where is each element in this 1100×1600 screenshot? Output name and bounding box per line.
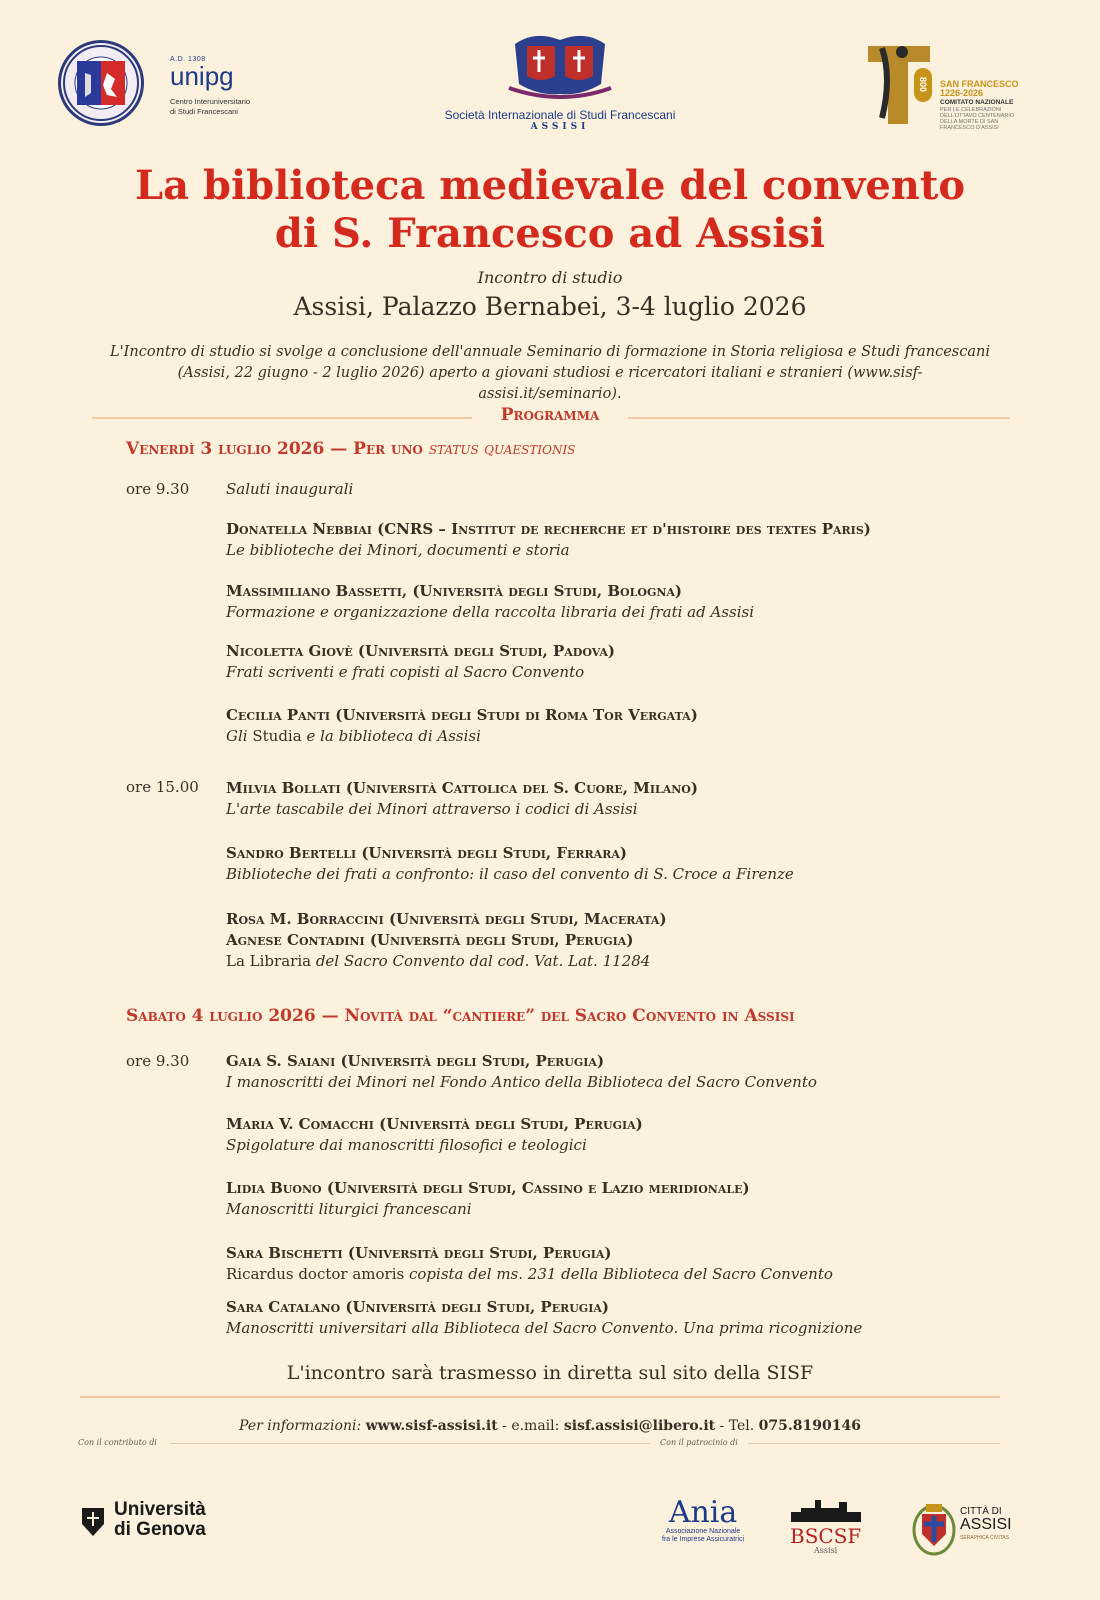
genova-line1: Università [114, 1499, 206, 1520]
talk-speaker: Maria V. Comacchi (Università degli Studi, Perugia) [226, 1115, 643, 1133]
talk-bertelli [226, 843, 1046, 885]
talk-bollati [226, 778, 1046, 820]
unipg-sub1: Centro Interuniversitario [170, 97, 251, 106]
citta-line1: CITTÀ DI [960, 1506, 1002, 1517]
talk-speaker: Milvia Bollati (Università Cattolica del S. Cuore, Milano) [226, 779, 698, 797]
day1-heading [126, 439, 575, 459]
intro-line1: L'Incontro di studio si svolge a conclusione dell'annuale Seminario di formazione in Storia religiosa e Studi francescani [110, 344, 990, 360]
talk-speaker: Rosa M. Borraccini (Università degli Studi, Macerata) [226, 910, 667, 928]
talk-title-part: Ricardus doctor amoris [226, 1265, 405, 1283]
bscsf-sub: Assisi [814, 1546, 838, 1555]
talk-giove [226, 641, 1046, 683]
talk-catalano [226, 1297, 1046, 1339]
day1-heading-text: Venerdì 3 luglio 2026 — Per uno [126, 439, 429, 459]
talk-title: L'arte tascabile dei Minori attraverso i codici di Assisi [226, 800, 638, 818]
day2-time-morning: ore 9.30 [126, 1052, 190, 1070]
talk-title: Manoscritti universitari alla Biblioteca del Sacro Convento. Una prima ricognizione [226, 1319, 863, 1337]
talk-bischetti [226, 1243, 1046, 1285]
assisi-coat-of-arms-icon [912, 1500, 956, 1556]
contrib-label: Con il contributo di [78, 1438, 157, 1447]
talk-buono [226, 1178, 1046, 1220]
contact-info [0, 1418, 1100, 1434]
unipg-logo [170, 56, 250, 117]
talk-title [226, 1264, 1046, 1285]
talk-title-part: e la biblioteca di Assisi [301, 727, 481, 745]
info-phone: 075.8190146 [758, 1418, 861, 1434]
talk-title-part: Studia [252, 727, 302, 745]
event-title-line1: La biblioteca medievale del convento [135, 162, 965, 209]
event-subtitle: Incontro di studio [477, 268, 623, 287]
unipg-year: A.D. 1308 [170, 56, 206, 63]
citta-line2: ASSISI [960, 1516, 1012, 1533]
sisf-name: Società Internazionale di Studi Francescani [444, 108, 676, 122]
talk-borraccini-contadini [226, 909, 1046, 972]
day1-time-morning: ore 9.30 [126, 480, 190, 498]
intro-line2: (Assisi, 22 giugno - 2 luglio 2026) aperto a giovani studiosi e ricercatori italiani e stranieri (www.sisf-assisi.it/seminario). [177, 365, 923, 402]
talk-title: I manoscritti dei Minori nel Fondo Antico della Biblioteca del Sacro Convento [226, 1073, 817, 1091]
sisf-crest-icon [505, 30, 615, 100]
talk-title: Biblioteche dei frati a confronto: il caso del convento di S. Croce a Firenze [226, 865, 794, 883]
san-francesco-800-logo [862, 38, 1034, 131]
streaming-note: L'incontro sarà trasmesso in diretta sul sito della SISF [286, 1362, 814, 1384]
genova-shield-icon [80, 1506, 106, 1536]
citta-assisi-logo [912, 1500, 1012, 1560]
talk-speaker: Lidia Buono (Università degli Studi, Cassino e Lazio meridionale) [226, 1179, 750, 1197]
sf800-line1: SAN FRANCESCO [940, 79, 1019, 89]
day1-heading-italic: status quaestionis [428, 439, 576, 459]
programma-heading: Programma [500, 405, 600, 425]
talk-saiani [226, 1051, 1046, 1093]
info-label: Per informazioni: [239, 1418, 362, 1434]
bscsf-name: BSCSF [790, 1524, 862, 1548]
saluti-inaugurali [226, 479, 1046, 500]
event-title [0, 162, 1100, 258]
citta-sub: SERAPHICA CIVITAS [960, 1535, 1010, 1541]
sf800-note1: PER LE CELEBRAZIONI DELL'OTTAVO CENTENARIO [940, 107, 1015, 119]
divider-footer [80, 1396, 1000, 1398]
talk-speaker: Sandro Bertelli (Università degli Studi, Ferrara) [226, 844, 627, 862]
talk-title: Manoscritti liturgici francescani [226, 1200, 472, 1218]
day2-heading: Sabato 4 luglio 2026 — Novità dal “cantiere” del Sacro Convento in Assisi [126, 1006, 795, 1026]
talk-title-part: del Sacro Convento dal cod. Vat. Lat. 11284 [311, 952, 651, 970]
event-intro [110, 342, 990, 405]
talk-bassetti [226, 581, 1046, 623]
saluti-text: Saluti inaugurali [226, 480, 354, 498]
convent-silhouette-icon [791, 1496, 861, 1522]
talk-comacchi [226, 1114, 1046, 1156]
sf800-line2: 1226-2026 [940, 88, 984, 98]
talk-nebbiai [226, 519, 1046, 561]
talk-speaker: Gaia S. Saiani (Università degli Studi, Perugia) [226, 1052, 605, 1070]
ania-logo [662, 1495, 745, 1544]
ania-sub1: Associazione Nazionale [665, 1528, 741, 1535]
bscsf-logo [790, 1496, 861, 1555]
event-place-date: Assisi, Palazzo Bernabei, 3-4 luglio 2026 [293, 292, 807, 321]
tel-label: - Tel. [715, 1418, 759, 1434]
talk-speaker: Donatella Nebbiai (CNRS – Institut de recherche et d'histoire des textes Paris) [226, 520, 871, 538]
event-title-line2: di S. Francesco ad Assisi [274, 210, 826, 257]
contrib-line [170, 1443, 650, 1444]
info-site-link[interactable]: www.sisf-assisi.it [365, 1418, 498, 1434]
patrocinio-label: Con il patrocinio di [660, 1438, 738, 1447]
talk-speaker: Sara Bischetti (Università degli Studi, Perugia) [226, 1244, 612, 1262]
talk-title-part: copista del ms. 231 della Biblioteca del Sacro Convento [404, 1265, 833, 1283]
talk-panti [226, 705, 1046, 747]
talk-title: Spigolature dai manoscritti filosofici e teologici [226, 1136, 587, 1154]
talk-title [226, 951, 1046, 972]
talk-title: Formazione e organizzazione della raccolta libraria dei frati ad Assisi [226, 603, 755, 621]
ania-sub2: fra le Imprese Assicuratrici [662, 1536, 745, 1543]
citta-text [960, 1506, 1012, 1544]
talk-speaker: Sara Catalano (Università degli Studi, Perugia) [226, 1298, 609, 1316]
talk-title: Le biblioteche dei Minori, documenti e storia [226, 541, 570, 559]
day1-time-afternoon: ore 15.00 [126, 778, 199, 796]
talk-title-part: Gli [226, 727, 253, 745]
genova-line2: di Genova [114, 1519, 206, 1540]
email-label: - e.mail: [497, 1418, 564, 1434]
talk-title [226, 726, 1046, 747]
ania-name: Ania [668, 1495, 738, 1530]
talk-title-part: La Libraria [226, 952, 312, 970]
talk-speaker: Nicoletta Giovè (Università degli Studi, Padova) [226, 642, 616, 660]
sf800-text [940, 80, 1034, 131]
info-email-link[interactable]: sisf.assisi@libero.it [563, 1418, 716, 1434]
talk-speaker: Cecilia Panti (Università degli Studi di Roma Tor Vergata) [226, 706, 698, 724]
unipg-name: unipg [170, 61, 234, 91]
sf800-line3: COMITATO NAZIONALE [940, 99, 1014, 106]
sisf-city: ASSISI [530, 122, 590, 132]
patrocinio-line [748, 1443, 1000, 1444]
talk-title: Frati scriventi e frati copisti al Sacro Convento [226, 663, 585, 681]
talk-speaker: Massimiliano Bassetti, (Università degli Studi, Bologna) [226, 582, 683, 600]
seal-lettering [60, 44, 140, 124]
unipg-sub2: di Studi Francescani [170, 107, 238, 116]
universita-genova-logo [80, 1500, 206, 1540]
sf800-note2: DELLA MORTE DI SAN FRANCESCO D'ASSISI [940, 119, 999, 131]
sf800-number: 800 [914, 68, 932, 102]
sisf-logo [410, 30, 710, 132]
talk-speaker-2: Agnese Contadini (Università degli Studi, Perugia) [226, 931, 634, 949]
